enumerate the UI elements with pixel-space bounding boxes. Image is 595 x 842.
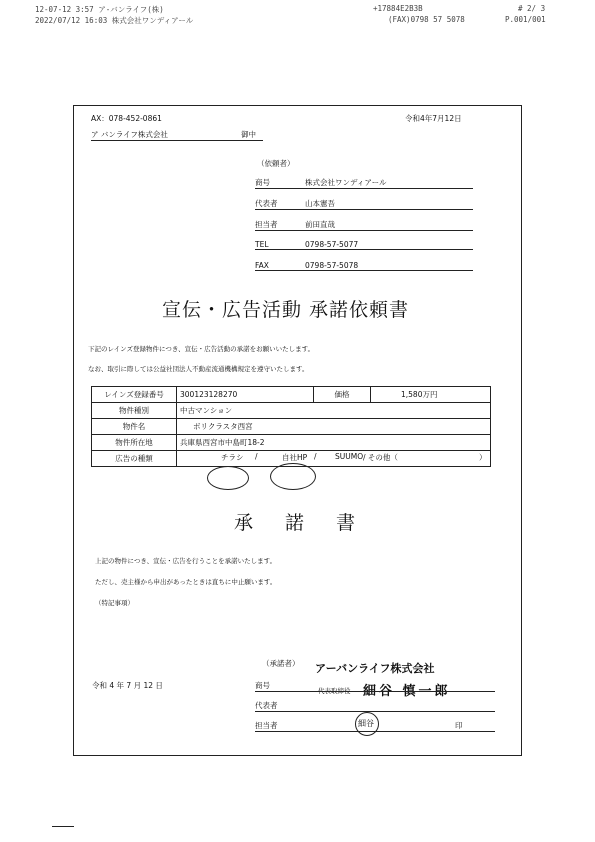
ad-option-own-website: 自社HP: [282, 453, 308, 462]
recipient-suffix: 御中: [241, 130, 256, 139]
requester-row-company: [255, 177, 473, 189]
recipient-company: [91, 129, 263, 141]
requester-field-value: 前田直哉: [305, 220, 335, 229]
fax-header-line1-right: # 2/ 3: [518, 4, 546, 13]
seal-text: 細谷: [358, 719, 374, 728]
consenter-field-label: 代表者: [255, 701, 278, 710]
selected-flyer-circle: [207, 466, 249, 490]
table-row: [92, 419, 491, 435]
ad-type-options: [177, 451, 491, 467]
requester-field-value: 0798-57-5077: [305, 240, 359, 249]
reins-value: 300123128270: [177, 387, 314, 403]
requester-row-tel: [255, 240, 473, 250]
requester-field-value: 山本憲吾: [305, 199, 335, 208]
special-note-label: （特記事項）: [95, 599, 134, 607]
ad-separator: /: [255, 452, 258, 461]
ad-option-flyer: チラシ: [221, 453, 244, 462]
fax-header-line2-mid: (FAX)0798 57 5078: [388, 15, 465, 24]
fax-header-line2-left: 2022/07/12 16:03 株式会社ワンディアール: [35, 16, 194, 25]
requester-field-value: 株式会社ワンディアール: [305, 178, 387, 187]
requester-field-label: 担当者: [255, 220, 278, 229]
ad-type-label: 広告の種類: [92, 451, 177, 467]
table-cell-value: 兵庫県西宮市中島町18-2: [177, 435, 491, 451]
consenter-label: （承諾者）: [262, 659, 300, 668]
consenter-title: 代表取締役: [318, 687, 351, 695]
table-cell-label: 物件名: [92, 419, 177, 435]
reins-label: レインズ登録番号: [92, 387, 177, 403]
selected-website-circle: [270, 463, 316, 490]
seal-mark: 印: [455, 721, 463, 730]
consenter-row-company: [255, 680, 495, 692]
requester-field-label: 商号: [255, 178, 270, 187]
consenter-row-representative: [255, 700, 495, 712]
personal-seal-stamp: [355, 712, 379, 736]
recipient-company-name: ア バンライフ株式会社: [91, 130, 168, 139]
table-cell-value: 中古マンション: [177, 403, 491, 419]
consenter-field-label: 担当者: [255, 721, 278, 730]
requester-field-label: FAX: [255, 261, 269, 270]
requester-field-label: 代表者: [255, 199, 278, 208]
requester-label: （依頼者）: [257, 159, 295, 168]
consenter-company: アーバンライフ株式会社: [315, 662, 435, 675]
fax-header-line1-left: 12-07-12 3:57 ア-バンライフ(株): [35, 5, 164, 14]
requester-row-contact: [255, 219, 473, 231]
consent-title: 承諾書: [234, 512, 388, 534]
footer-mark: [52, 826, 74, 827]
requester-field-value: 0798-57-5078: [305, 261, 359, 270]
fax-header-line1-mid: +17884E2B3B: [373, 4, 423, 13]
fax-number: AX：078-452-0861: [91, 114, 162, 123]
consent-line-2: ただし、売主様から申出があったときは直ちに中止願います。: [95, 578, 277, 586]
document-title: 宣伝・広告活動 承諾依頼書: [162, 299, 410, 321]
table-row: [92, 403, 491, 419]
requester-field-label: TEL: [255, 240, 269, 249]
consent-date: 令和 4 年 7 月 12 日: [92, 681, 163, 690]
ad-separator: /: [314, 452, 317, 461]
fax-header-line2-right: P.001/001: [505, 15, 546, 24]
table-cell-value: ボリクラスタ西宮: [177, 419, 491, 435]
price-label: 価格: [314, 387, 371, 403]
table-cell-label: 物件種別: [92, 403, 177, 419]
ad-option-suumo: SUUMO: [335, 452, 364, 461]
requester-row-representative: [255, 198, 473, 210]
consent-line-1: 上記の物件につき、宣伝・広告を行うことを承諾いたします。: [95, 557, 277, 565]
requester-row-fax: [255, 261, 473, 271]
intro-line-1: 下記のレインズ登録物件につき、宣伝・広告活動の承諾をお願いいたします。: [88, 345, 315, 353]
table-row: [92, 435, 491, 451]
table-cell-label: 物件所在地: [92, 435, 177, 451]
ad-option-other: / その他（: [363, 453, 398, 462]
table-row: [92, 387, 491, 403]
consenter-field-label: 商号: [255, 681, 270, 690]
intro-line-2: なお、取引に際しては公益社団法人不動産流通機構規定を遵守いたします。: [88, 365, 309, 373]
document-date: 令和4年7月12日: [405, 114, 462, 123]
consenter-name: 細谷 慎一郎: [363, 684, 451, 699]
property-table: [91, 386, 491, 467]
price-value: 1,580万円: [371, 387, 491, 403]
ad-option-close: ）: [479, 453, 487, 462]
